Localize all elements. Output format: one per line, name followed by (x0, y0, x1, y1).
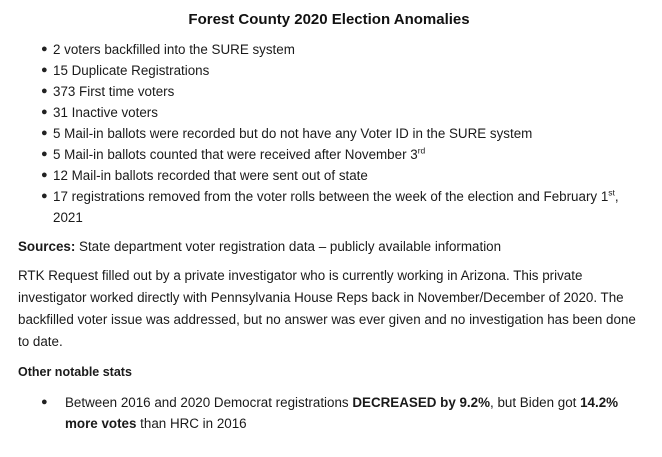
list-item-text-suffix: , 2021 (53, 189, 619, 225)
document-title: Forest County 2020 Election Anomalies (188, 11, 470, 28)
list-item (18, 39, 640, 60)
sources-label: Sources: (18, 239, 76, 254)
ordinal-superscript: st (608, 187, 615, 198)
list-item (18, 144, 640, 165)
stat-text: than HRC in 2016 (136, 416, 247, 431)
list-item-text: 31 Inactive voters (53, 105, 158, 120)
sources-text: State department voter registration data – publicly available information (75, 239, 502, 254)
list-item (18, 392, 640, 434)
list-item (18, 81, 640, 102)
sources-line (18, 236, 640, 257)
stat-text: , but Biden got (490, 395, 581, 410)
list-item (18, 102, 640, 123)
list-item (18, 165, 640, 186)
list-item (18, 186, 640, 228)
list-item-text: 2 voters backfilled into the SURE system (53, 42, 295, 57)
list-item (18, 123, 640, 144)
list-item-text: 17 registrations removed from the voter rolls between the week of the election and February 1 (53, 189, 609, 204)
stats-list (18, 392, 640, 434)
anomalies-list (18, 39, 640, 228)
stat-highlight: 14.2% more votes (65, 395, 619, 431)
list-item-text: 15 Duplicate Registrations (53, 63, 210, 78)
list-item (18, 60, 640, 81)
list-item-text: 5 Mail-in ballots counted that were received after November 3 (53, 147, 418, 162)
stat-text: Between 2016 and 2020 Democrat registrations (65, 395, 353, 410)
list-item-text: 373 First time voters (53, 84, 175, 99)
other-stats-heading: Other notable stats (18, 365, 132, 379)
stat-highlight: DECREASED by 9.2% (352, 395, 491, 410)
list-item-text: 12 Mail-in ballots recorded that were sent out of state (53, 168, 368, 183)
ordinal-superscript: rd (417, 145, 426, 156)
list-item-text: 5 Mail-in ballots were recorded but do not have any Voter ID in the SURE system (53, 126, 533, 141)
rtk-paragraph: RTK Request filled out by a private investigator who is currently working in Arizona. This private investigator worked directly with Pennsylvania House Reps back in November/December of 2020. The backfilled voter issue was addressed, but no answer was ever given and no investigation has been done to date. (18, 268, 636, 349)
